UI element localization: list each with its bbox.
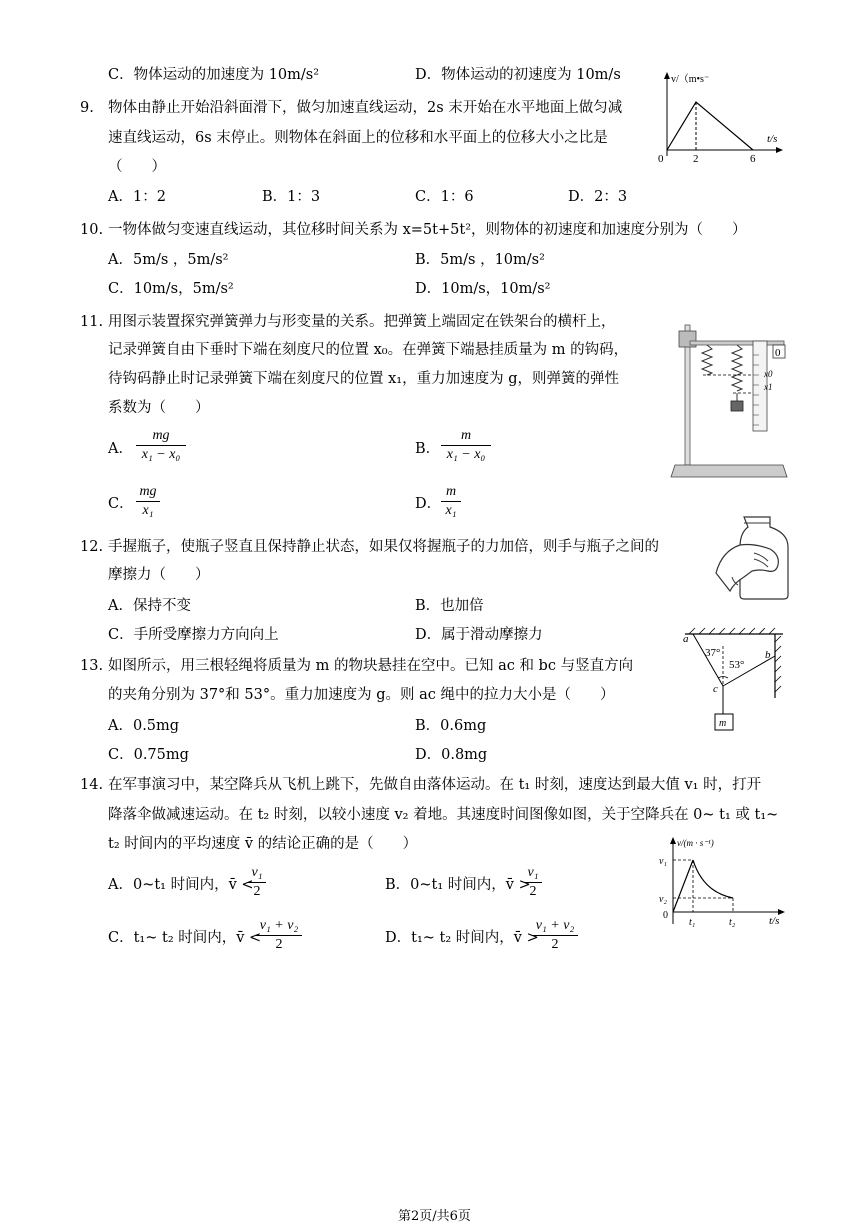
q14-graph-t2: t₂	[729, 917, 736, 928]
q10-option-b: B．5m/s ，10m/s²	[415, 252, 545, 268]
q14-graph-t1: t₁	[689, 917, 696, 928]
q14-b-denominator: 2	[529, 884, 537, 899]
q14-option-a: A．0~t₁ 时间内，v̄ <	[108, 877, 254, 893]
q9-velocity-graph	[655, 68, 785, 168]
q9-line2: 速直线运动，6s 末停止。则物体在斜面上的位移和水平面上的位移大小之比是	[108, 130, 608, 146]
q13-option-a: A．0.5mg	[108, 718, 180, 734]
q11-option-d: D．	[415, 496, 442, 512]
q11-line3: 待钩码静止时记录弹簧下端在刻度尺的位置 x₁，重力加速度为 g，则弹簧的弹性	[108, 371, 619, 387]
q10-option-d: D．10m/s，10m/s²	[415, 281, 551, 297]
q11-a-denominator: x₁ − x₀	[141, 447, 181, 462]
q8-option-d: D．物体运动的初速度为 10m/s	[415, 67, 621, 83]
q13-fig-label-m: m	[719, 718, 727, 729]
q11-option-b: B．	[415, 441, 441, 457]
q9-graph-t1: 2	[693, 153, 699, 165]
q14-line2: 降落伞做减速运动。在 t₂ 时刻，以较小速度 v₂ 着地。其速度时间图像如图，关于空降兵在 0~ t₁ 或 t₁~	[108, 807, 779, 823]
q12-option-b: B．也加倍	[415, 598, 484, 614]
q11-line1: 用图示装置探究弹簧弹力与形变量的关系。把弹簧上端固定在铁架台的横杆上，	[108, 314, 616, 330]
q14-a-numerator: v₁	[251, 865, 263, 880]
q11-fig-x1-label: x1	[764, 382, 773, 392]
q14-number: 14.	[80, 777, 104, 793]
q9-option-d: D．2：3	[568, 189, 628, 205]
q14-graph-v1: v₁	[659, 856, 667, 867]
q14-option-d: D．t₁~ t₂ 时间内，v̄ >	[385, 930, 539, 946]
q13-fig-label-b: b	[765, 649, 771, 661]
q13-fig-label-a: a	[683, 633, 689, 645]
q13-line2: 的夹角分别为 37°和 53°。重力加速度为 g。则 ac 绳中的拉力大小是（ ）	[108, 687, 615, 703]
q11-c-numerator: mg	[139, 484, 157, 499]
q14-d-numerator: v₁ + v₂	[535, 918, 575, 933]
q9-option-a: A．1：2	[108, 189, 166, 205]
q14-option-c: C．t₁~ t₂ 时间内，v̄ <	[108, 930, 262, 946]
q9-graph-xlabel: t/s	[767, 133, 778, 145]
q11-b-denominator: x₁ − x₀	[446, 447, 486, 462]
q11-line2: 记录弹簧自由下垂时下端在刻度尺的位置 x₀。在弹簧下端悬挂质量为 m 的钩码，	[108, 342, 629, 358]
q13-option-c: C．0.75mg	[108, 747, 189, 763]
q11-line4: 系数为（ ）	[108, 400, 210, 416]
q11-option-c: C．	[108, 496, 134, 512]
q9-graph-t2: 6	[750, 153, 756, 165]
q11-d-denominator: x₁	[445, 503, 457, 518]
q11-d-numerator: m	[445, 484, 457, 499]
q14-graph-v2: v₂	[659, 894, 667, 905]
q8-option-c: C．物体运动的加速度为 10m/s²	[108, 67, 320, 83]
q10-number: 10.	[80, 222, 104, 238]
q10-option-a: A．5m/s ，5m/s²	[108, 252, 229, 268]
q13-number: 13.	[80, 658, 104, 674]
q12-number: 12.	[80, 539, 104, 555]
q13-option-d: D．0.8mg	[415, 747, 488, 763]
q9-line1: 物体由静止开始沿斜面滑下，做匀加速直线运动，2s 末开始在水平地面上做匀减	[108, 100, 623, 116]
q13-fig-label-c: c	[713, 683, 718, 695]
q13-three-rope-figure	[675, 626, 790, 738]
q13-option-b: B．0.6mg	[415, 718, 487, 734]
q9-option-c: C．1：6	[415, 189, 474, 205]
q9-number: 9.	[80, 100, 94, 116]
q14-velocity-graph	[655, 834, 790, 930]
q14-graph-ylabel: v/(m · s⁻¹)	[677, 838, 714, 848]
q14-c-numerator: v₁ + v₂	[259, 918, 299, 933]
q11-spring-apparatus-figure	[665, 315, 795, 480]
q14-b-numerator: v₁	[527, 865, 539, 880]
q13-fig-angle-53: 53°	[729, 659, 745, 671]
q14-line3: t₂ 时间内的平均速度 v̄ 的结论正确的是（ ）	[108, 836, 418, 852]
q9-line3: （ ）	[108, 159, 166, 175]
q11-option-a: A．	[108, 441, 133, 457]
q10-option-c: C．10m/s，5m/s²	[108, 281, 234, 297]
q11-a-numerator: mg	[152, 428, 170, 443]
q11-c-denominator: x₁	[142, 503, 154, 518]
q12-line1: 手握瓶子，使瓶子竖直且保持静止状态，如果仅将握瓶子的力加倍，则手与瓶子之间的	[108, 539, 659, 555]
q10-line1: 一物体做匀变速直线运动，其位移时间关系为 x=5t+5t²，则物体的初速度和加速度分别为（ ）	[108, 222, 747, 238]
q14-graph-xlabel: t/s	[769, 915, 780, 927]
q14-line1: 在军事演习中，某空降兵从飞机上跳下，先做自由落体运动。在 t₁ 时刻，速度达到最大值 v₁ 时，打开	[108, 777, 762, 793]
q12-option-c: C．手所受摩擦力方向向上	[108, 627, 279, 643]
q11-fig-zero-label: 0	[775, 347, 781, 359]
q9-graph-ylabel: v/（m•s⁻	[671, 74, 710, 85]
q13-fig-angle-37: 37°	[705, 647, 721, 659]
q11-number: 11.	[80, 314, 104, 330]
q12-line2: 摩擦力（ ）	[108, 567, 210, 583]
q11-b-numerator: m	[460, 428, 472, 443]
q12-option-a: A．保持不变	[108, 598, 191, 614]
q9-graph-origin: 0	[658, 153, 664, 165]
q12-option-d: D．属于滑动摩擦力	[415, 627, 543, 643]
page-number: 第2页/共6页	[398, 1209, 471, 1224]
q14-a-denominator: 2	[253, 884, 261, 899]
q12-hand-bottle-figure	[712, 513, 794, 603]
q14-c-denominator: 2	[275, 937, 283, 952]
q14-graph-origin: 0	[663, 910, 668, 921]
q14-d-denominator: 2	[551, 937, 559, 952]
q11-fig-x0-label: x0	[764, 369, 773, 379]
q9-option-b: B．1：3	[262, 189, 321, 205]
q14-option-b: B．0~t₁ 时间内，v̄ >	[385, 877, 531, 893]
q13-line1: 如图所示，用三根轻绳将质量为 m 的物块悬挂在空中。已知 ac 和 bc 与竖直方向	[108, 658, 634, 674]
